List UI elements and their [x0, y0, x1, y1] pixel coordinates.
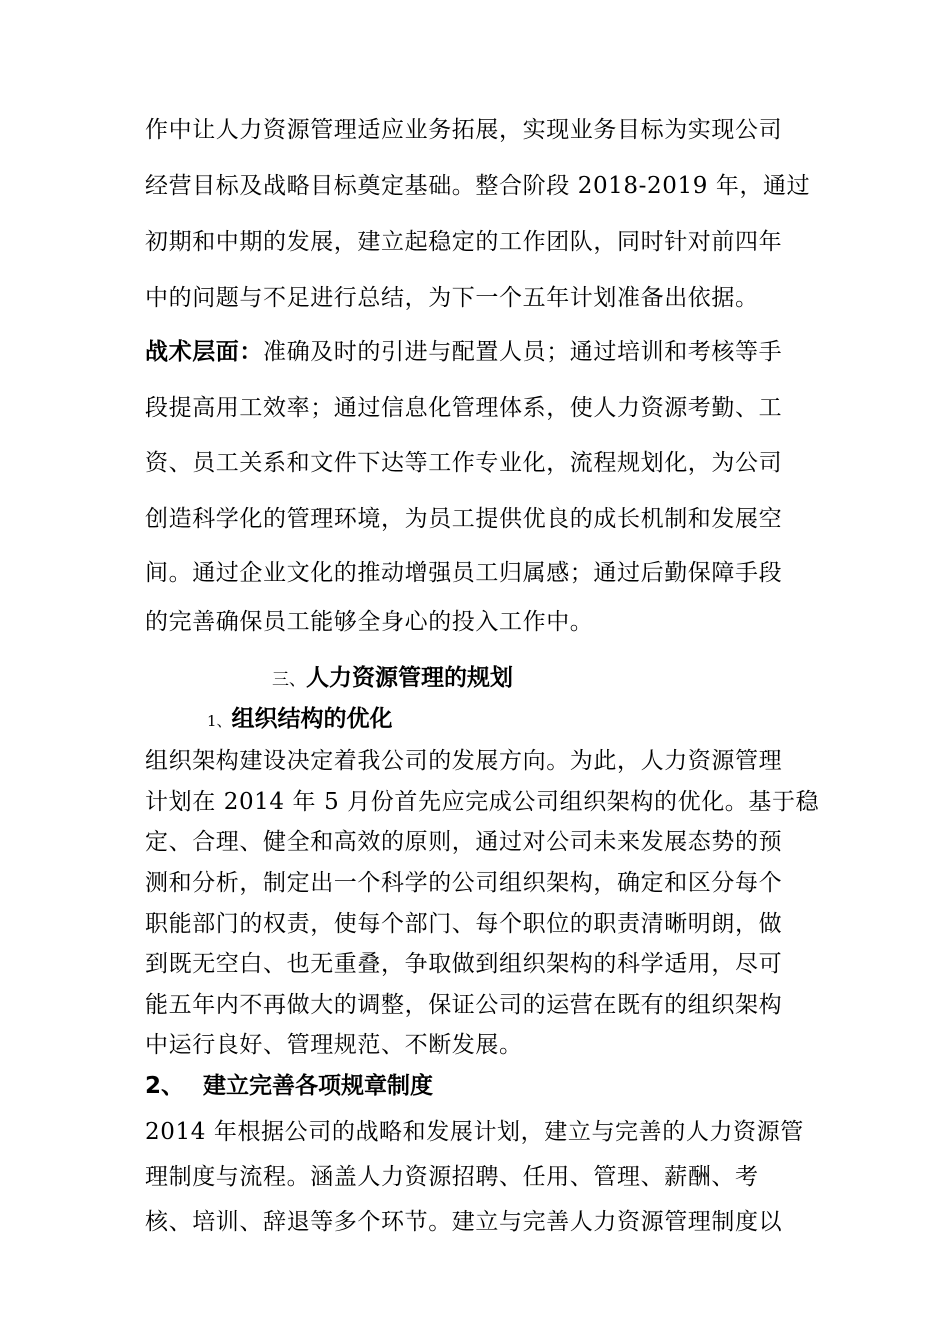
paragraph-line: 创造科学化的管理环境，为员工提供优良的成长机制和发展空 — [145, 506, 783, 532]
paragraph-line: 职能部门的权责，使每个部门、每个职位的职责清晰明朗，做 — [145, 911, 783, 937]
tactics-label: 战术层面： — [145, 339, 263, 365]
paragraph-line: 能五年内不再做大的调整，保证公司的运营在既有的组织架构 — [145, 992, 783, 1018]
subheading-2 — [145, 1070, 433, 1102]
tactics-first-line — [145, 336, 815, 368]
paragraph-line: 间。通过企业文化的推动增强员工归属感；通过后勤保障手段 — [145, 560, 783, 586]
paragraph-line: 初期和中期的发展，建立起稳定的工作团队，同时针对前四年 — [145, 229, 783, 255]
tactics-first-line-text: 准确及时的引进与配置人员；通过培训和考核等手 — [263, 339, 783, 365]
paragraph-line: 定、合理、健全和高效的原则，通过对公司未来发展态势的预 — [145, 829, 783, 855]
subheading-2-number: 2、 — [145, 1073, 185, 1099]
paragraph-line: 资、员工关系和文件下达等工作专业化，流程规划化，为公司 — [145, 450, 783, 476]
paragraph-line: 测和分析，制定出一个科学的公司组织架构，确定和区分每个 — [145, 870, 783, 896]
subheading-2-title: 建立完善各项规章制度 — [203, 1073, 433, 1099]
subheading-1-title: 组织结构的优化 — [231, 706, 393, 732]
paragraph-line: 作中让人力资源管理适应业务拓展，实现业务目标为实现公司 — [145, 117, 783, 143]
paragraph-line: 的完善确保员工能够全身心的投入工作中。 — [145, 609, 594, 635]
section-heading-number: 三、 — [272, 670, 306, 690]
paragraph-line: 组织架构建设决定着我公司的发展方向。为此，人力资源管理 — [145, 748, 783, 774]
paragraph-line: 段提高用工效率；通过信息化管理体系，使人力资源考勤、工 — [145, 395, 783, 421]
paragraph-line: 核、培训、辞退等多个环节。建立与完善人力资源管理制度以 — [145, 1209, 783, 1235]
subheading-1-number: 1、 — [207, 712, 232, 730]
section-heading-title: 人力资源管理的规划 — [306, 665, 513, 691]
paragraph-line: 中运行良好、管理规范、不断发展。 — [145, 1032, 523, 1058]
section-heading — [272, 662, 513, 696]
paragraph-line: 理制度与流程。涵盖人力资源招聘、任用、管理、薪酬、考 — [145, 1164, 759, 1190]
paragraph-line: 中的问题与不足进行总结，为下一个五年计划准备出依据。 — [145, 285, 759, 311]
subheading-1 — [207, 703, 393, 737]
paragraph-line: 到既无空白、也无重叠，争取做到组织架构的科学适用，尽可 — [145, 951, 783, 977]
paragraph-line: 2014 年根据公司的战略和发展计划，建立与完善的人力资源管 — [145, 1119, 804, 1145]
paragraph-line: 经营目标及战略目标奠定基础。整合阶段 2018-2019 年，通过 — [145, 173, 811, 199]
paragraph-line: 计划在 2014 年 5 月份首先应完成公司组织架构的优化。基于稳 — [145, 789, 820, 815]
